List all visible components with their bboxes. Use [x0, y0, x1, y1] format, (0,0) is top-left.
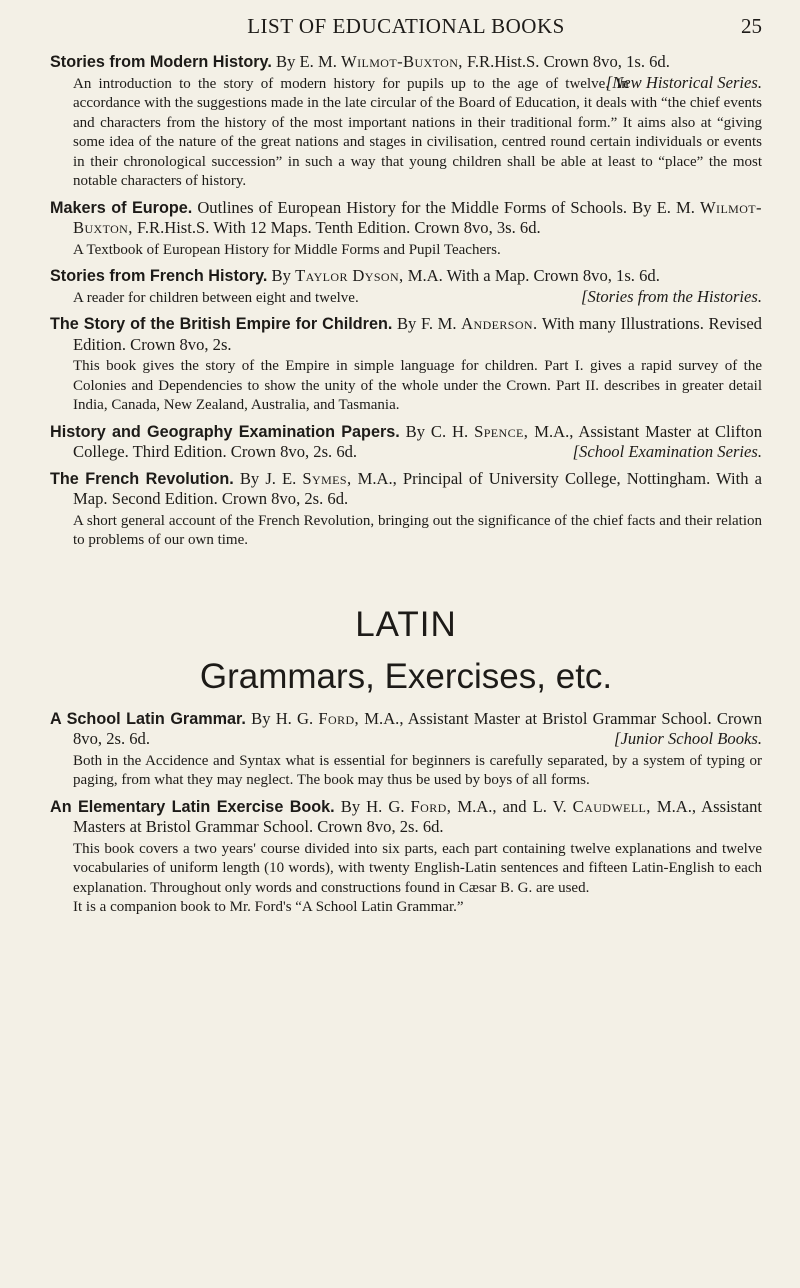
author-name: Wilmot-Buxton, [341, 52, 463, 71]
page [50, 0, 762, 924]
author-name: Ford, [410, 796, 452, 816]
entry-description: An introduction to the story of modern history for pupils up to the age of twelve. In accordance with the suggestions made in the late circular of the Board of Education, it deals with “the chief events and characters from the history of the most important nations in their traditional form.” It aims also at “giving some idea of the nature of the great nations and stages in civilisation, centred round certain individuals or events in their chronological succession” in such a way that young children shall be able at least to “place” the most notable characters of history. [73, 75, 762, 189]
entry-description: It is a companion book to Mr. Ford's “A School Latin Grammar.” [73, 899, 464, 915]
author-name: Spence, [474, 421, 529, 441]
byline: With many Illustrations. Revised Edition. Crown 8vo, 2s. [73, 314, 762, 354]
byline: By F. M. [396, 314, 457, 333]
book-entry [50, 709, 762, 791]
byline: M.A., Principal of University College, Nottingham. With a Map. Second Edition. Crown 8vo, 2s. 6d. [73, 468, 762, 508]
entry-heading [50, 422, 762, 463]
entry-description: A short general account of the French Revolution, bringing out the significance of the chief facts and their relation to problems of our own time. [73, 512, 762, 548]
author-name: Caudwell, [572, 796, 651, 816]
entry-description: This book covers a two years' course divided into six parts, each part containing twelve explanations and twelve vocabularies of uniform length (10 words), with twenty English-Latin sentences and fifteen Latin-English to each explanation. Throughout only words and constructions found in Cæsar B. G. are used. [73, 840, 762, 896]
entry-heading [50, 709, 762, 750]
book-entry [50, 797, 762, 918]
book-title: The French Revolution. [50, 469, 234, 488]
author-name: Wilmot-Buxton, [73, 197, 762, 237]
series-name: [Junior School Books. [614, 729, 762, 748]
byline: By J. E. [239, 468, 297, 488]
book-title: An Elementary Latin Exercise Book. [50, 797, 335, 816]
book-title: Stories from Modern History. [50, 53, 272, 71]
byline: By [271, 266, 291, 285]
book-entry [50, 266, 762, 308]
book-title: Makers of Europe. [50, 198, 193, 217]
byline: By E. M. [276, 52, 337, 71]
page-number: 25 [741, 14, 762, 38]
entry-description: A Textbook of European History for Middle Forms and Pupil Teachers. [73, 241, 501, 258]
author-name: Anderson. [461, 314, 538, 333]
book-title: History and Geography Examination Papers. [50, 422, 400, 441]
section-subheading: Grammars, Exercises, etc. [199, 656, 613, 696]
byline: M.A. With a Map. Crown 8vo, 1s. 6d. [407, 266, 660, 285]
running-title: LIST OF EDUCATIONAL BOOKS [247, 14, 565, 38]
entry-description: Both in the Accidence and Syntax what is essential for beginners is carefully separated, by a system of typing or paging, from what they may neglect. The book may thus be used by boys of all forms. [73, 752, 762, 788]
book-entry [50, 469, 762, 551]
entry-heading [50, 52, 762, 92]
entry-description: A reader for children between eight and twelve. [73, 289, 359, 306]
byline: Outlines of European History for the Middle Forms of Schools. By E. M. [197, 197, 695, 217]
book-entry [50, 52, 762, 192]
byline: F.R.Hist.S. Crown 8vo, 1s. 6d. [466, 52, 670, 71]
byline: M.A., Assistant Master at Clifton College. Third Edition. Crown 8vo, 2s. 6d. [73, 421, 762, 461]
entry-heading [50, 314, 762, 355]
author-name: Ford, [318, 708, 360, 728]
byline: M.A., Assistant Masters at Bristol Grammar School. Crown 8vo, 2s. 6d. [73, 796, 763, 836]
entry-heading [50, 797, 762, 838]
entry-description: This book gives the story of the Empire in simple language for children. Part I. gives a rapid survey of the Colonies and Dependencies to show the unity of the whole under the Crown. Part II. describes in greater detail India, Canada, New Zealand, Australia, and Tasmania. [73, 358, 762, 413]
author-name: Symes, [302, 468, 352, 488]
byline: M.A., Assistant Master at Bristol Grammar School. Crown 8vo, 2s. 6d. [73, 708, 762, 748]
book-entry [50, 198, 762, 261]
byline: By C. H. [405, 421, 469, 441]
byline: By H. G. [251, 708, 314, 728]
series-name: [Stories from the Histories. [581, 286, 762, 306]
book-entry [50, 422, 762, 463]
section-heading: LATIN [355, 604, 457, 644]
author-name: Taylor Dyson, [295, 266, 404, 285]
book-entry [50, 314, 762, 416]
book-title: The Story of the British Empire for Children. [50, 315, 393, 333]
book-title: Stories from French History. [50, 267, 268, 285]
series-name: [School Examination Series. [572, 442, 762, 461]
entry-heading [50, 198, 762, 239]
byline: F.R.Hist.S. With 12 Maps. Tenth Edition. Crown 8vo, 3s. 6d. [136, 218, 541, 237]
entry-heading [50, 469, 762, 510]
byline: By H. G. [340, 796, 405, 816]
byline: M.A., and L. V. [457, 796, 567, 816]
series-name: [New Historical Series. [605, 72, 762, 92]
book-title: A School Latin Grammar. [50, 709, 246, 728]
running-head [50, 12, 762, 52]
